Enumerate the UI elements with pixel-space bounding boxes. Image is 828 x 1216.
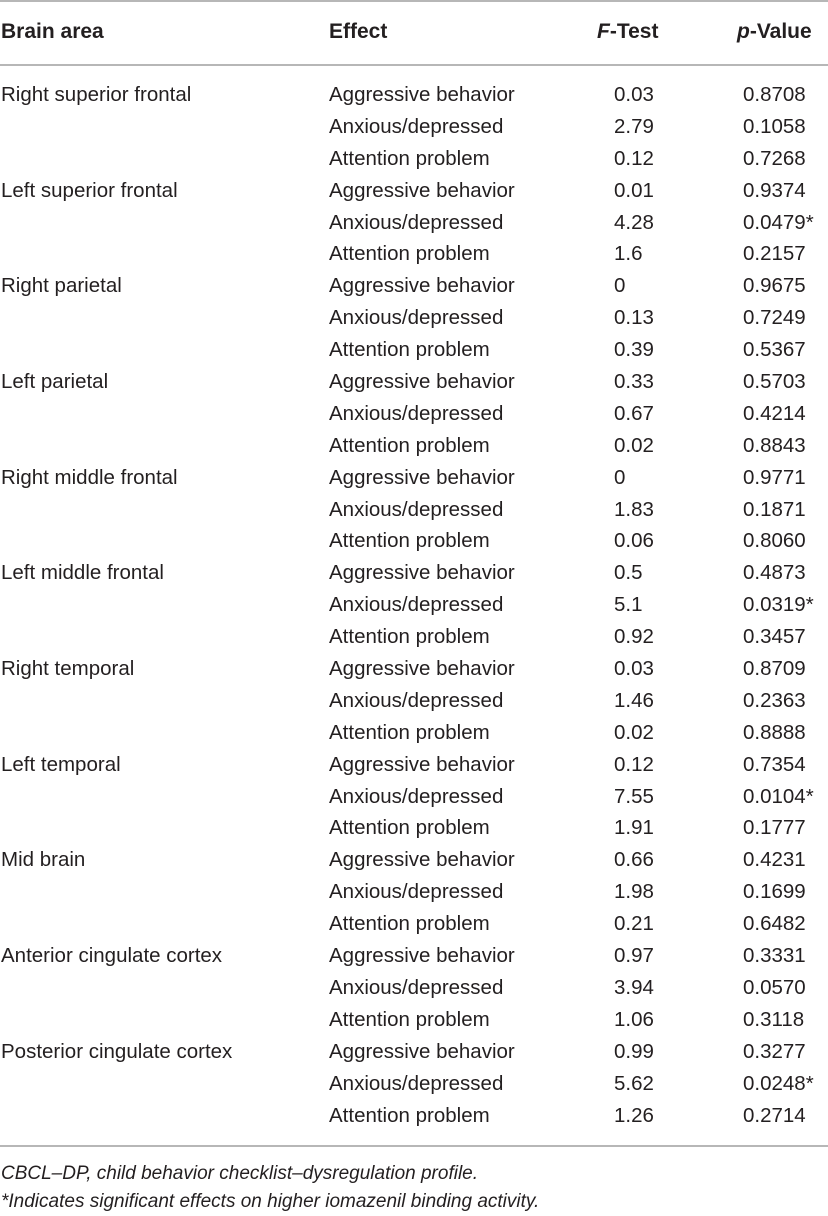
cell-effect: Aggressive behavior [329, 370, 515, 394]
cell-f-test: 1.83 [614, 497, 654, 521]
header-p-value [737, 17, 812, 47]
table-bottom-rule [0, 1145, 828, 1147]
table-row [0, 589, 828, 621]
cell-f-test: 0.39 [614, 338, 654, 362]
cell-effect: Anxious/depressed [329, 497, 504, 521]
table-row [0, 781, 828, 813]
table-row [0, 366, 828, 398]
cell-effect: Attention problem [329, 338, 490, 362]
cell-p-value: 0.4214 [743, 401, 806, 425]
cell-p-value: 0.4873 [743, 561, 806, 585]
cell-brain-area: Left middle frontal [1, 561, 164, 585]
table-row [0, 1100, 828, 1132]
cell-brain-area: Left parietal [1, 370, 109, 394]
cell-effect: Anxious/depressed [329, 784, 504, 808]
cell-p-value: 0.3457 [743, 625, 806, 649]
header-p-letter: p [737, 20, 750, 43]
cell-effect: Attention problem [329, 433, 490, 457]
cell-f-test: 2.79 [614, 114, 654, 138]
cell-brain-area: Anterior cingulate cortex [1, 944, 223, 968]
cell-p-value: 0.9771 [743, 465, 806, 489]
cell-brain-area: Right parietal [1, 274, 122, 298]
cell-f-test: 0.02 [614, 433, 654, 457]
cell-p-value: 0.5703 [743, 370, 806, 394]
cell-effect: Anxious/depressed [329, 975, 504, 999]
table-row [0, 653, 828, 685]
cell-effect: Aggressive behavior [329, 1039, 515, 1063]
cell-p-value: 0.7249 [743, 306, 806, 330]
cell-effect: Attention problem [329, 912, 490, 936]
cell-effect: Anxious/depressed [329, 306, 504, 330]
cell-p-value: 0.0570 [743, 975, 806, 999]
cell-effect: Aggressive behavior [329, 657, 515, 681]
cell-effect: Aggressive behavior [329, 465, 515, 489]
cell-f-test: 0.01 [614, 178, 654, 202]
cell-effect: Attention problem [329, 529, 490, 553]
cell-brain-area: Left superior frontal [1, 178, 178, 202]
cell-f-test: 0.06 [614, 529, 654, 553]
cell-p-value: 0.2363 [743, 688, 806, 712]
cell-f-test: 0.03 [614, 83, 654, 106]
table-row [0, 238, 828, 270]
table-footnotes [1, 1160, 827, 1216]
cell-p-value: 0.8709 [743, 657, 806, 681]
cell-effect: Anxious/depressed [329, 593, 504, 617]
table-row [0, 462, 828, 494]
table-row [0, 1036, 828, 1068]
cell-f-test: 1.6 [614, 242, 643, 266]
cell-brain-area: Posterior cingulate cortex [1, 1039, 233, 1063]
table-row [0, 876, 828, 908]
cell-effect: Aggressive behavior [329, 83, 515, 106]
cell-p-value: 0.0248* [743, 1071, 814, 1095]
cell-effect: Anxious/depressed [329, 688, 504, 712]
cell-f-test: 0 [614, 274, 626, 298]
cell-effect: Attention problem [329, 1007, 490, 1031]
header-brain-area: Brain area [1, 20, 104, 43]
cell-effect: Attention problem [329, 816, 490, 840]
cell-f-test: 1.06 [614, 1007, 654, 1031]
cell-p-value: 0.8060 [743, 529, 806, 553]
cell-p-value: 0.5367 [743, 338, 806, 362]
table-row [0, 908, 828, 940]
cell-p-value: 0.7354 [743, 752, 806, 776]
table-row [0, 494, 828, 526]
table-row [0, 175, 828, 207]
cell-f-test: 1.26 [614, 1103, 654, 1127]
cell-p-value: 0.0104* [743, 784, 814, 808]
header-f-letter: F [597, 20, 610, 43]
cell-f-test: 5.62 [614, 1071, 654, 1095]
header-f-test [597, 17, 658, 47]
cell-f-test: 1.98 [614, 880, 654, 904]
cell-p-value: 0.8888 [743, 720, 806, 744]
table-row [0, 334, 828, 366]
cell-effect: Aggressive behavior [329, 752, 515, 776]
table-row [0, 525, 828, 557]
cell-f-test: 0.67 [614, 401, 654, 425]
header-f-rest: -Test [609, 20, 659, 43]
cell-p-value: 0.9374 [743, 178, 806, 202]
cell-brain-area: Left temporal [1, 752, 121, 776]
cell-f-test: 1.91 [614, 816, 654, 840]
cell-f-test: 0.03 [614, 657, 654, 681]
table-row [0, 430, 828, 462]
cell-f-test: 0.99 [614, 1039, 654, 1063]
table-row [0, 1004, 828, 1036]
cell-brain-area: Right temporal [1, 657, 135, 681]
cell-f-test: 0.12 [614, 752, 654, 776]
table-row [0, 685, 828, 717]
table-header-row [0, 17, 828, 47]
cell-p-value: 0.4231 [743, 848, 806, 872]
cell-p-value: 0.8708 [743, 83, 806, 106]
table-row [0, 812, 828, 844]
cell-p-value: 0.3118 [743, 1007, 805, 1031]
cell-p-value: 0.1699 [743, 880, 806, 904]
cell-p-value: 0.9675 [743, 274, 806, 298]
table-row [0, 557, 828, 589]
cell-effect: Anxious/depressed [329, 114, 504, 138]
cell-effect: Attention problem [329, 242, 490, 266]
cell-p-value: 0.0479* [743, 210, 814, 234]
cell-f-test: 0.92 [614, 625, 654, 649]
cell-effect: Anxious/depressed [329, 210, 504, 234]
cell-effect: Attention problem [329, 625, 490, 649]
header-effect: Effect [329, 20, 388, 43]
table-body [0, 79, 828, 1131]
cell-f-test: 0.97 [614, 944, 654, 968]
table-row [0, 398, 828, 430]
table-row [0, 270, 828, 302]
cell-brain-area: Right middle frontal [1, 465, 178, 489]
cell-p-value: 0.3277 [743, 1039, 806, 1063]
cell-f-test: 0.66 [614, 848, 654, 872]
table-row [0, 79, 828, 111]
cell-brain-area: Mid brain [1, 848, 86, 872]
cell-f-test: 7.55 [614, 784, 654, 808]
cell-f-test: 0.5 [614, 561, 643, 585]
table-row [0, 207, 828, 239]
footnote-abbreviation: CBCL–DP, child behavior checklist–dysregulation profile. [1, 1163, 479, 1184]
cell-effect: Attention problem [329, 1103, 490, 1127]
footnote-significance: *Indicates significant effects on higher iomazenil binding activity. [1, 1191, 540, 1212]
table-row [0, 717, 828, 749]
cell-p-value: 0.7268 [743, 146, 806, 170]
cell-effect: Aggressive behavior [329, 561, 515, 585]
cell-effect: Aggressive behavior [329, 944, 515, 968]
table-row [0, 621, 828, 653]
cell-effect: Attention problem [329, 720, 490, 744]
table-row [0, 844, 828, 876]
table-row [0, 111, 828, 143]
cell-effect: Attention problem [329, 146, 490, 170]
table-row [0, 749, 828, 781]
cell-f-test: 0.02 [614, 720, 654, 744]
cell-p-value: 0.3331 [743, 944, 806, 968]
cell-f-test: 0.13 [614, 306, 654, 330]
cell-brain-area: Right superior frontal [1, 83, 192, 106]
cell-f-test: 3.94 [614, 975, 654, 999]
cell-effect: Aggressive behavior [329, 274, 515, 298]
table-row [0, 940, 828, 972]
table-row [0, 972, 828, 1004]
cell-p-value: 0.1058 [743, 114, 806, 138]
cell-effect: Anxious/depressed [329, 401, 504, 425]
cell-f-test: 0 [614, 465, 626, 489]
cell-f-test: 0.33 [614, 370, 654, 394]
table-row [0, 302, 828, 334]
cell-f-test: 5.1 [614, 593, 643, 617]
cell-p-value: 0.2714 [743, 1103, 806, 1127]
header-p-rest: -Value [749, 20, 812, 43]
cell-p-value: 0.1871 [743, 497, 806, 521]
cell-f-test: 4.28 [614, 210, 654, 234]
cell-p-value: 0.0319* [743, 593, 814, 617]
table-row [0, 1068, 828, 1100]
cell-effect: Aggressive behavior [329, 178, 515, 202]
cell-f-test: 1.46 [614, 688, 654, 712]
cell-f-test: 0.21 [614, 912, 654, 936]
cell-p-value: 0.6482 [743, 912, 806, 936]
table-top-rule [0, 0, 828, 2]
cell-p-value: 0.1777 [743, 816, 806, 840]
cell-effect: Anxious/depressed [329, 1071, 504, 1095]
cell-p-value: 0.8843 [743, 433, 806, 457]
table-header-rule [0, 64, 828, 66]
cell-effect: Anxious/depressed [329, 880, 504, 904]
cell-p-value: 0.2157 [743, 242, 806, 266]
cell-f-test: 0.12 [614, 146, 654, 170]
table-row [0, 143, 828, 175]
cell-effect: Aggressive behavior [329, 848, 515, 872]
